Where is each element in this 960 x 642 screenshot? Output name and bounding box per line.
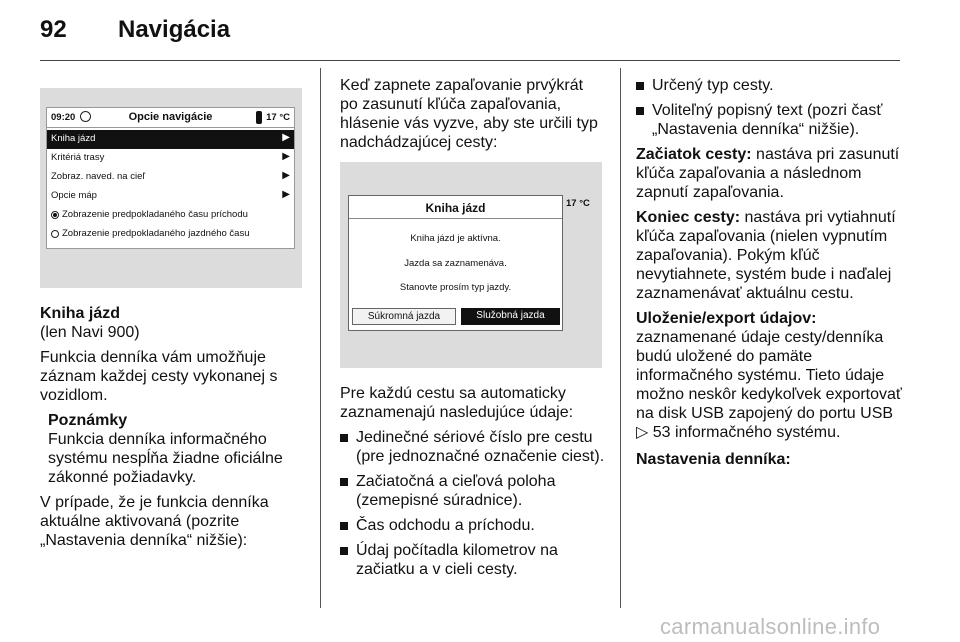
dialog-line-active: Kniha jázd je aktívna. [410, 233, 501, 244]
nav-options-screenshot [40, 88, 302, 288]
logbook-heading: Kniha jázd [40, 305, 121, 322]
menu-item-label: Kritériá trasy [51, 152, 105, 163]
note-text: Funkcia denníka informačného systému nespĺňa žiadne oficiálne zákonné požiadavky. [48, 431, 283, 486]
list-item: Voliteľný popisný text (pozri časť „Nastavenia denníka“ nižšie). [636, 101, 912, 139]
nav-options-screen [46, 107, 295, 249]
note-title: Poznámky [48, 412, 128, 429]
logbook-intro: Funkcia denníka vám umožňuje záznam každej cesty vykonanej s vozidlom. [40, 349, 278, 404]
dialog-title: Kniha jázd [425, 201, 486, 215]
dialog-line-recording: Jazda sa zaznamenáva. [404, 258, 507, 269]
dialog-temperature: 17 °C [566, 198, 590, 209]
page-reference[interactable]: 53 informačného systému. [652, 424, 841, 441]
column-1 [40, 304, 312, 556]
header-rule [40, 60, 900, 61]
bullet-icon [340, 434, 348, 442]
logbook-subheading: (len Navi 900) [40, 324, 140, 341]
trip-start-paragraph: Začiatok cesty: nastáva pri zasunutí kľúča zapaľovania a následnom zapnutí zapaľovania. [636, 146, 900, 201]
list-item: Čas odchodu a príchodu. [340, 516, 610, 535]
list-item: Začiatočná a cieľová poloha (zemepisné súradnice). [340, 472, 610, 510]
logbook-active-paragraph: V prípade, že je funkcia denníka aktuálne aktivovaná (pozrite „Nastavenia denníka“ nižšie): [40, 494, 269, 549]
logbook-dialog [348, 195, 563, 331]
dialog-title-rule [349, 218, 562, 219]
save-export-label: Uloženie/export údajov: [636, 310, 817, 327]
chevron-right-icon: ▶ [282, 151, 290, 162]
list-item: Určený typ cesty. [636, 76, 912, 95]
radio-selected-icon [51, 211, 59, 219]
menu-item-label: Zobraz. naved. na cieľ [51, 171, 146, 182]
note-block [40, 411, 312, 487]
business-trip-button[interactable]: Služobná jazda [461, 308, 560, 325]
list-item: Jedinečné sériové číslo pre cestu (pre jednoznačné označenie ciest). [340, 428, 610, 466]
bullet-icon [636, 82, 644, 90]
bullet-icon [340, 522, 348, 530]
column-divider-1 [320, 68, 321, 608]
page-reference-arrow-icon: ▷ [636, 424, 649, 441]
chevron-right-icon: ▶ [282, 132, 290, 143]
screen-header [47, 108, 294, 128]
menu-item-label: Opcie máp [51, 190, 97, 201]
watermark: carmanualsonline.info [660, 614, 881, 639]
radio-label: Zobrazenie predpokladaného času príchodu [62, 209, 248, 220]
column-2-lower [340, 384, 610, 585]
list-item: Údaj počítadla kilometrov na začiatku a v cieli cesty. [340, 541, 610, 579]
dialog-line-choose-type: Stanovte prosím typ jazdy. [399, 282, 512, 293]
screen-temperature: 17 °C [266, 112, 290, 123]
menu-item-logbook[interactable] [47, 130, 294, 149]
section-title: Navigácia [118, 16, 231, 43]
menu-item-map-options[interactable] [47, 187, 294, 206]
column-3 [636, 76, 912, 475]
screen-time: 09:20 [51, 112, 76, 123]
bullet-icon [636, 107, 644, 115]
trip-end-label: Koniec cesty: [636, 209, 741, 226]
trip-start-label: Začiatok cesty: [636, 146, 752, 163]
thermometer-icon [256, 111, 262, 124]
radio-travel-time[interactable] [47, 225, 294, 244]
bullet-icon [340, 547, 348, 555]
recorded-data-intro: Pre každú cestu sa automaticky zaznamenajú nasledujúce údaje: [340, 385, 574, 421]
private-trip-button[interactable]: Súkromná jazda [352, 308, 456, 325]
chevron-right-icon: ▶ [282, 189, 290, 200]
chevron-right-icon: ▶ [282, 170, 290, 181]
menu-item-label: Kniha jázd [51, 133, 96, 144]
trip-end-paragraph: Koniec cesty: nastáva pri vytiahnutí kľúča zapaľovania (nielen vypnutím zapaľovania). Pokým kľúč nevytiahnete, systém bude i naďalej zaznamenávať aktuálnu cestu. [636, 209, 896, 302]
menu-item-route-criteria[interactable] [47, 149, 294, 168]
bullet-icon [340, 478, 348, 486]
save-export-paragraph: Uloženie/export údajov: zaznamenané údaje cesty/denníka budú uložené do pamäte informačného systému. Tieto údaje možno neskôr kedykoľvek exportovať na disk USB zapojený do portu USB ▷ 53 informačného systému. [636, 310, 902, 441]
column-divider-2 [620, 68, 621, 608]
logbook-dialog-screenshot [340, 162, 602, 368]
screen-title: Opcie navigácie [128, 111, 213, 123]
radio-arrival-time[interactable] [47, 206, 294, 225]
logbook-settings-heading: Nastavenia denníka: [636, 451, 791, 468]
column-2 [340, 76, 604, 158]
menu-item-show-guidance[interactable] [47, 168, 294, 187]
radio-label: Zobrazenie predpokladaného jazdného času [62, 228, 250, 239]
trip-type-prompt-paragraph: Keď zapnete zapaľovanie prvýkrát po zasunutí kľúča zapaľovania, hlásenie vás vyzve, aby ste určili typ nadchádzajúcej cesty: [340, 77, 598, 151]
radio-unselected-icon [51, 230, 59, 238]
page-number: 92 [40, 16, 67, 43]
